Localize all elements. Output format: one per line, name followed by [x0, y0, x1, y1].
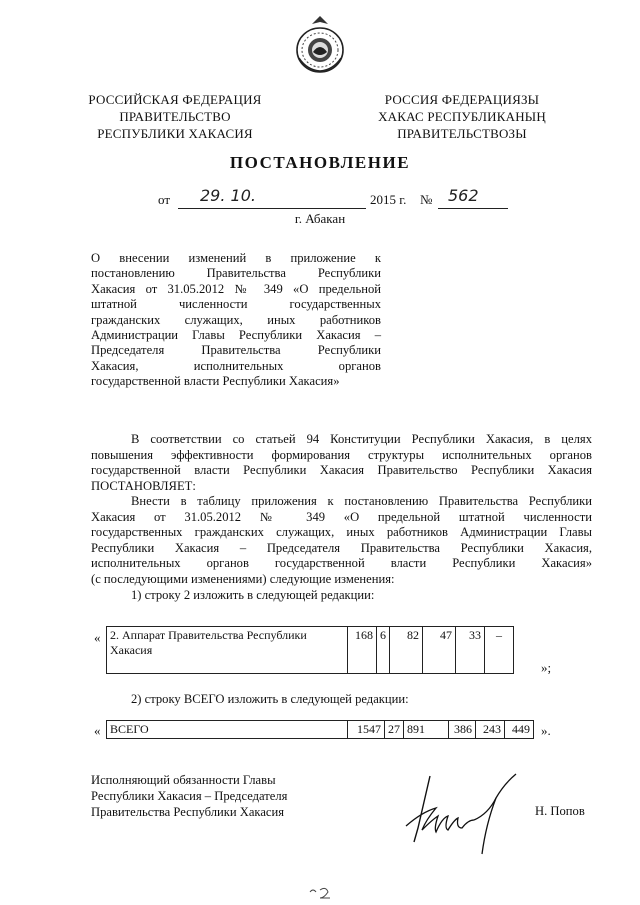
body-line: государственной власти Республики Хакасия Правительство Республики Хакасия [91, 463, 592, 478]
subject-line: Администрации Главы Республики Хакасия – [91, 328, 381, 343]
total-name-cell: ВСЕГО [107, 721, 348, 739]
city: г. Абакан [294, 211, 346, 226]
subject-line: гражданских служащих, иных работников [91, 312, 381, 327]
header-right-line: ПРАВИТЕЛЬСТВОЗЫ [397, 126, 527, 141]
body-line: Внести в таблицу приложения к постановлению Правительства Республики [131, 494, 592, 508]
subject-line: постановлению Правительства Республики [91, 266, 381, 281]
subject-line: О внесении изменений в приложение к [91, 251, 381, 265]
row2-open-quote: « [94, 630, 101, 645]
preamble-paragraph [91, 432, 592, 494]
handwritten-signature [378, 768, 528, 858]
header-khakas [362, 91, 562, 142]
item-2-text: 2) строку ВСЕГО изложить в следующей редакции: [131, 692, 409, 706]
document-title: ПОСТАНОВЛЕНИЕ [229, 153, 411, 172]
year: 2015 г. [370, 192, 407, 207]
row2-close-quote: »; [541, 660, 552, 675]
row2-value-cell: – [485, 627, 514, 674]
item-1-text: 1) строку 2 изложить в следующей редакции: [131, 587, 375, 602]
item-2-block [91, 692, 592, 708]
subject-line: штатной численности государственных [91, 297, 381, 312]
total-value-cell: 1547 [348, 721, 385, 739]
row2-table [106, 626, 514, 674]
total-table [106, 720, 534, 739]
body-line: В соответствии со статьей 94 Конституции Республики Хакасия, в целях [131, 432, 592, 446]
subject-block [91, 251, 381, 390]
header-left-line: РОССИЙСКАЯ ФЕДЕРАЦИЯ [88, 92, 262, 107]
total-close-quote: ». [541, 723, 551, 738]
signatory-line: Исполняющий обязанности Главы [91, 773, 276, 787]
handwritten-date: 29. 10. [200, 186, 256, 205]
table-row [107, 721, 534, 739]
body-line: Республики Хакасия – Председателя Правительства Республики Хакасия, [91, 540, 592, 555]
signatory-name: Н. Попов [535, 804, 585, 818]
row2-value-cell: 33 [456, 627, 485, 674]
row2-value-cell: 6 [377, 627, 390, 674]
body-line: повышения эффективности формирования структуры исполнительных органов [91, 447, 592, 462]
body-line: Хакасия от 31.05.2012 № 349 «О предельной штатной численности [91, 509, 592, 524]
header-left-line: РЕСПУБЛИКИ ХАКАСИЯ [97, 126, 253, 141]
header-left-line: ПРАВИТЕЛЬСТВО [119, 109, 231, 124]
total-value-cell: 891 [404, 721, 449, 739]
subject-line: Хакасия, исполнительных органов [91, 358, 381, 373]
table-row [107, 627, 514, 674]
date-number-line [158, 188, 578, 212]
body-line: исполнительных органов государственной власти Республики Хакасия» [91, 556, 592, 571]
subject-line: государственной власти Республики Хакасия» [91, 374, 340, 389]
total-value-cell: 449 [505, 721, 534, 739]
total-value-cell: 386 [449, 721, 476, 739]
row2-value-cell: 47 [423, 627, 456, 674]
body-line: ПОСТАНОВЛЯЕТ: [91, 478, 196, 493]
signatory-line: Правительства Республики Хакасия [91, 805, 285, 819]
header-right-line: ХАКАС РЕСПУБЛИКАНЫҢ [378, 109, 546, 124]
subject-line: Председателя Правительства Республики [91, 343, 381, 358]
body-line: (с последующими изменениями) следующие изменения: [91, 571, 395, 586]
number-sign: № [420, 192, 433, 207]
handwritten-number: 562 [448, 186, 479, 205]
header-right-line: РОССИЯ ФЕДЕРАЦИЯЗЫ [384, 92, 540, 107]
coat-of-arms-emblem [293, 14, 347, 74]
body-line: государственных гражданских служащих, иных работников Администрации Главы [91, 525, 592, 540]
date-prefix: от [158, 192, 171, 207]
row2-name-cell: 2. Аппарат Правительства Республики Хакасия [107, 627, 348, 674]
main-paragraph [91, 494, 592, 603]
row2-value-cell: 82 [390, 627, 423, 674]
header-russian [80, 91, 270, 142]
row2-value-cell: 168 [348, 627, 377, 674]
total-value-cell: 243 [476, 721, 505, 739]
page-mark [306, 884, 336, 902]
signatory-title [91, 772, 331, 820]
total-open-quote: « [94, 723, 101, 738]
subject-line: Хакасия от 31.05.2012 № 349 «О предельной [91, 281, 381, 296]
total-value-cell: 27 [385, 721, 404, 739]
signatory-line: Республики Хакасия – Председателя [91, 789, 288, 803]
